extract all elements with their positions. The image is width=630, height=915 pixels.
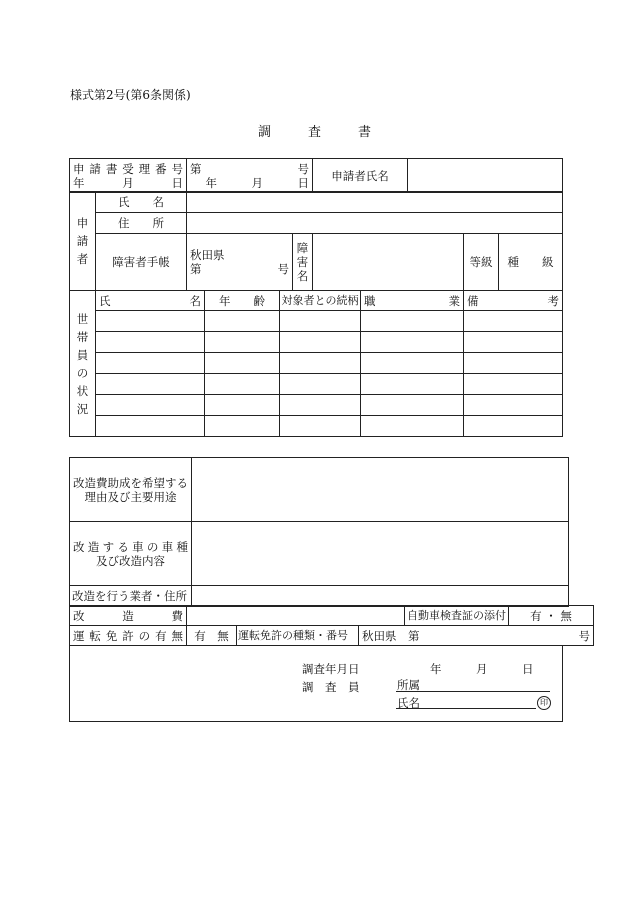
affiliation-label: 所属 [397,678,420,692]
col-header-occupation: 職 業 [361,291,464,311]
type-label: 種 級 [499,234,563,291]
title-char: 査 [307,125,322,140]
dai-label: 第 [190,161,202,176]
section-char: の [76,365,89,380]
cell[interactable] [361,395,464,416]
cell[interactable] [361,332,464,353]
title-char: 書 [358,125,373,140]
handbook-dai: 第 [190,262,202,276]
contractor-field[interactable] [192,586,569,607]
license-label: 運転免許の有無 [70,626,187,646]
table-row [70,395,563,416]
cell[interactable] [464,311,563,332]
cell[interactable] [96,416,205,437]
vehicle-label-line: 及び改造内容 [96,553,165,568]
cell[interactable] [280,395,361,416]
col-header-remarks: 備 考 [464,291,563,311]
cell[interactable] [96,374,205,395]
license-number-field[interactable] [359,626,594,646]
section-char: 者 [76,252,89,266]
seal-icon: 印 [537,696,551,710]
cell[interactable] [280,374,361,395]
surveyor-label: 調 査 員 [302,680,360,694]
section-char: 員 [76,347,89,362]
vehicle-field[interactable] [192,522,569,586]
license-yes-no[interactable]: 有 無 [187,626,237,646]
receipt-date-field: 年 月 日 [205,175,309,190]
handbook-label: 障害者手帳 [96,234,187,291]
receipt-number-label: 申請書受理番号 [73,161,183,176]
inspection-label: 自動車検査証の添付 [405,606,509,626]
cell[interactable] [361,374,464,395]
handbook-prefecture: 秋田県 [190,248,225,262]
cell[interactable] [96,332,205,353]
receipt-table [69,158,563,193]
section-char: 況 [76,401,89,416]
disability-char: 障 [296,241,309,255]
license-gou: 号 [578,628,590,643]
cell[interactable] [280,311,361,332]
disability-name-label [293,234,313,291]
cell[interactable] [205,374,280,395]
disability-name-field[interactable] [313,234,464,291]
cost-label: 改 造 費 [70,606,187,626]
cell[interactable] [280,416,361,437]
receipt-number-cell [70,159,187,193]
vehicle-label [70,522,192,586]
col-header-relation: 対象者との続柄 [280,291,361,311]
household-table [69,290,563,437]
cell[interactable] [280,332,361,353]
details-table [69,457,569,607]
cell[interactable] [96,395,205,416]
cell[interactable] [205,353,280,374]
purpose-field[interactable] [192,458,569,522]
table-row [70,416,563,437]
applicant-name-label: 申請者氏名 [313,159,408,193]
handbook-gou: 号 [277,262,289,276]
cell[interactable] [96,353,205,374]
table-row [70,332,563,353]
form-number: 様式第2号(第6条関係) [70,88,191,102]
cell[interactable] [205,311,280,332]
name-underline [396,708,536,709]
purpose-label-line: 改造費助成を希望する [73,475,188,490]
applicant-name-field[interactable] [408,159,563,193]
cell[interactable] [464,353,563,374]
cost-field[interactable] [187,606,405,626]
cell[interactable] [361,416,464,437]
affiliation-underline [396,691,550,692]
survey-date-value[interactable]: 年 月 日 [430,662,534,676]
inspection-value[interactable]: 有 ・ 無 [509,606,594,626]
section-char: 申 [76,216,89,230]
cell[interactable] [205,395,280,416]
applicant-section-label [70,192,96,291]
receipt-number-field[interactable] [187,159,313,193]
handbook-field[interactable] [187,234,293,291]
contractor-label: 改造を行う業者・住所 [70,586,192,607]
table-row [70,374,563,395]
section-char: 帯 [76,329,89,344]
name-field[interactable] [187,192,563,213]
survey-date-label: 調査年月日 [302,662,360,676]
cell[interactable] [96,311,205,332]
disability-char: 害 [296,255,309,269]
cell[interactable] [464,332,563,353]
section-char: 状 [76,383,89,398]
address-label: 住 所 [96,213,187,234]
receipt-date-label: 年 月 日 [73,175,183,190]
table-row [70,311,563,332]
vehicle-label-line: 改造する車の車種 [73,539,188,554]
license-prefecture: 秋田県 第 [362,628,420,643]
household-section-label [70,291,96,437]
col-header-age: 年 齢 [205,291,280,311]
table-row [70,353,563,374]
gou-label: 号 [297,161,309,176]
cell[interactable] [280,353,361,374]
purpose-label-line: 理由及び主要用途 [84,489,177,504]
name-label: 氏 名 [96,192,187,213]
cell[interactable] [361,353,464,374]
section-char: 請 [76,234,89,248]
applicant-table [69,191,563,291]
cell[interactable] [464,416,563,437]
cost-license-table [69,605,594,646]
license-type-label: 運転免許の種類・番号 [237,626,359,646]
surveyor-name-label: 氏名 [397,696,420,710]
col-header-name: 氏 名 [96,291,205,311]
address-field[interactable] [187,213,563,234]
purpose-label [70,458,192,522]
cell[interactable] [205,416,280,437]
grade-label: 等級 [464,234,499,291]
cell[interactable] [205,332,280,353]
cell[interactable] [464,395,563,416]
cell[interactable] [361,311,464,332]
section-char: 世 [76,311,89,326]
survey-box [69,646,563,722]
disability-char: 名 [296,269,309,283]
title-char: 調 [257,125,272,140]
cell[interactable] [464,374,563,395]
form-title [0,121,630,140]
